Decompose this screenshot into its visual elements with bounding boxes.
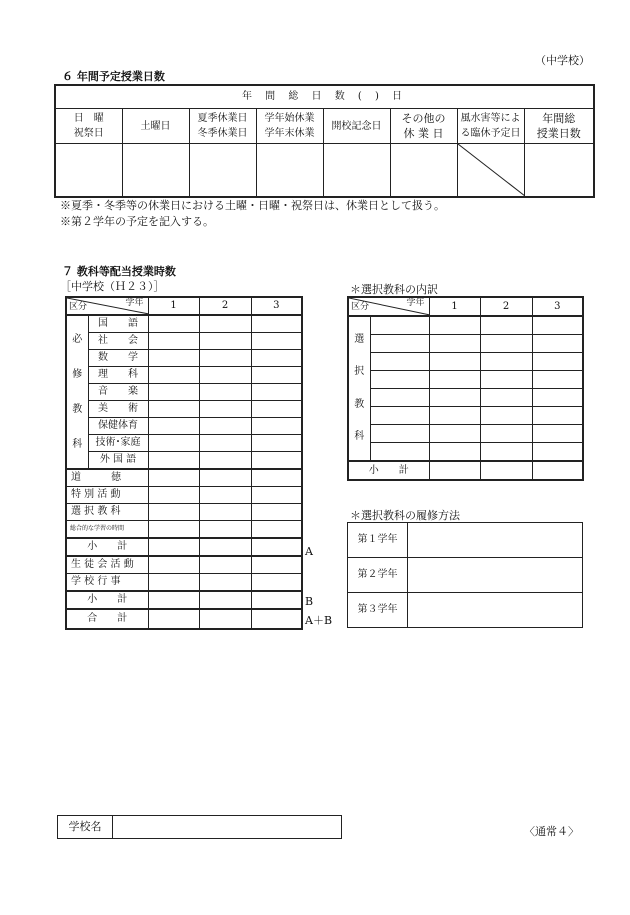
- cell[interactable]: [480, 335, 532, 353]
- cell[interactable]: [370, 425, 429, 443]
- cell[interactable]: [251, 333, 302, 350]
- col-saturday: 土曜日: [122, 109, 189, 144]
- footer-code: 〈通常４〉: [524, 825, 579, 838]
- subject-science: 理 科: [88, 367, 148, 384]
- cell[interactable]: [532, 389, 583, 407]
- input-summer-winter[interactable]: [189, 144, 256, 198]
- cell[interactable]: [199, 538, 251, 556]
- method-title: ＊選択教科の履修方法: [350, 509, 460, 522]
- col-founding-day: 開校記念日: [323, 109, 390, 144]
- cell[interactable]: [370, 371, 429, 389]
- cell[interactable]: [251, 504, 302, 521]
- input-sunday-holiday[interactable]: [55, 144, 122, 198]
- input-saturday[interactable]: [122, 144, 189, 198]
- cell[interactable]: [532, 443, 583, 462]
- cell[interactable]: [251, 556, 302, 574]
- marker-a: A: [305, 545, 313, 558]
- marker-a-plus-b: A＋B: [305, 614, 333, 627]
- cell[interactable]: [251, 384, 302, 401]
- cell[interactable]: [199, 609, 251, 629]
- cell[interactable]: [370, 389, 429, 407]
- cell[interactable]: [199, 452, 251, 470]
- cell[interactable]: [480, 371, 532, 389]
- cell[interactable]: [148, 609, 199, 629]
- cell[interactable]: [429, 371, 480, 389]
- corner-cell: [66, 297, 148, 315]
- cell[interactable]: [199, 418, 251, 435]
- row-elective: 選 択 教 科: [66, 504, 148, 521]
- cell[interactable]: [199, 591, 251, 609]
- row-total: 合 計: [66, 609, 148, 629]
- row-school-events: 学 校 行 事: [66, 574, 148, 592]
- school-name-label: 学校名: [58, 816, 113, 839]
- cell[interactable]: [251, 350, 302, 367]
- cell[interactable]: [370, 353, 429, 371]
- subject-tech-home: 技術･家庭: [88, 435, 148, 452]
- cell[interactable]: [199, 401, 251, 418]
- cell[interactable]: [429, 407, 480, 425]
- selective-breakdown-table: [347, 296, 584, 481]
- cell[interactable]: [251, 435, 302, 452]
- cell[interactable]: [199, 315, 251, 333]
- cell[interactable]: [148, 521, 199, 539]
- col-summer-winter: 夏季休業日 冬季休業日: [189, 109, 256, 144]
- cell[interactable]: [199, 574, 251, 592]
- selective-corner-cell: [348, 297, 429, 316]
- cell[interactable]: [429, 353, 480, 371]
- cell[interactable]: [480, 389, 532, 407]
- method-row-3-label: 第３学年: [348, 593, 408, 628]
- cell[interactable]: [251, 401, 302, 418]
- selective-grade-3: 3: [532, 297, 583, 316]
- cell[interactable]: [199, 469, 251, 487]
- cell[interactable]: [199, 350, 251, 367]
- cell[interactable]: [148, 504, 199, 521]
- cell[interactable]: [251, 452, 302, 470]
- cell[interactable]: [251, 469, 302, 487]
- cell[interactable]: [429, 461, 480, 480]
- marker-b: B: [305, 595, 314, 608]
- cell[interactable]: [148, 556, 199, 574]
- method-row-2-input[interactable]: [408, 558, 583, 593]
- row-subtotal-a: 小 計: [66, 538, 148, 556]
- cell[interactable]: [251, 609, 302, 629]
- cell[interactable]: [148, 333, 199, 350]
- cell[interactable]: [148, 435, 199, 452]
- cell[interactable]: [251, 487, 302, 504]
- cell[interactable]: [148, 418, 199, 435]
- cell[interactable]: [370, 316, 429, 335]
- cell[interactable]: [148, 574, 199, 592]
- section7-subtitle: ［中学校（Ｈ２３）］: [60, 280, 165, 293]
- cell[interactable]: [148, 315, 199, 333]
- subject-math: 数 学: [88, 350, 148, 367]
- grade-1-header: 1: [148, 297, 199, 315]
- cell[interactable]: [370, 335, 429, 353]
- cell[interactable]: [429, 316, 480, 335]
- cell[interactable]: [251, 315, 302, 333]
- cell[interactable]: [148, 591, 199, 609]
- diagonal-slash: [458, 144, 525, 196]
- cell[interactable]: [199, 556, 251, 574]
- cell[interactable]: [148, 384, 199, 401]
- note-1: ※夏季・冬季等の休業日における土曜・日曜・祝祭日は、休業日として扱う。: [60, 199, 445, 212]
- cell[interactable]: [148, 401, 199, 418]
- cell[interactable]: [199, 504, 251, 521]
- cell[interactable]: [480, 461, 532, 480]
- cell[interactable]: [480, 443, 532, 462]
- cell[interactable]: [532, 316, 583, 335]
- cell[interactable]: [370, 407, 429, 425]
- school-name-input[interactable]: [113, 816, 342, 839]
- row-moral: 道 徳: [66, 469, 148, 487]
- cell[interactable]: [251, 521, 302, 539]
- corner-left-label: 区分: [69, 302, 88, 312]
- cell[interactable]: [429, 389, 480, 407]
- cell[interactable]: [480, 353, 532, 371]
- method-row-3-input[interactable]: [408, 593, 583, 628]
- annual-total-days-header: 年 間 総 日 数 ( ) 日: [55, 85, 594, 109]
- row-subtotal-b: 小 計: [66, 591, 148, 609]
- method-table: [347, 522, 583, 628]
- cell[interactable]: [429, 443, 480, 462]
- row-integrated-study: 総合的な学習の時間: [66, 521, 148, 539]
- note-2: ※第２学年の予定を記入する。: [60, 215, 214, 228]
- col-storm-closure: 風水害等によ る臨休予定日: [457, 109, 524, 144]
- section6-title: ６ 年間予定授業日数: [62, 70, 165, 83]
- subject-social: 社 会: [88, 333, 148, 350]
- cell[interactable]: [251, 591, 302, 609]
- cell[interactable]: [199, 487, 251, 504]
- row-student-council: 生 徒 会 活 動: [66, 556, 148, 574]
- col-annual-total: 年間総 授業日数: [524, 109, 594, 144]
- subject-foreign-lang: 外 国 語: [88, 452, 148, 470]
- grade-2-header: 2: [199, 297, 251, 315]
- top-right-label: （中学校）: [535, 54, 590, 67]
- cell[interactable]: [251, 418, 302, 435]
- input-annual-total[interactable]: [524, 144, 594, 198]
- subject-japanese: 国 語: [88, 315, 148, 333]
- row-special-activities: 特 別 活 動: [66, 487, 148, 504]
- cell[interactable]: [532, 353, 583, 371]
- annual-days-table: [54, 84, 595, 198]
- corner-right-label: 学年: [125, 298, 144, 308]
- section7-title: ７ 教科等配当授業時数: [62, 265, 176, 278]
- cell[interactable]: [251, 574, 302, 592]
- cell[interactable]: [532, 407, 583, 425]
- input-founding-day[interactable]: [323, 144, 390, 198]
- cell[interactable]: [532, 371, 583, 389]
- cell[interactable]: [429, 425, 480, 443]
- cell[interactable]: [148, 367, 199, 384]
- cell[interactable]: [480, 425, 532, 443]
- cell[interactable]: [148, 538, 199, 556]
- cell[interactable]: [532, 461, 583, 480]
- input-storm-closure: [457, 144, 524, 198]
- cell[interactable]: [532, 425, 583, 443]
- cell[interactable]: [199, 521, 251, 539]
- method-row-1-input[interactable]: [408, 523, 583, 558]
- subject-pe: 保健体育: [88, 418, 148, 435]
- subject-art: 美 術: [88, 401, 148, 418]
- cell[interactable]: [429, 335, 480, 353]
- selective-title: ＊選択教科の内訳: [350, 283, 438, 296]
- col-other-holidays: その他の 休 業 日: [390, 109, 457, 144]
- input-other-holidays[interactable]: [390, 144, 457, 198]
- col-term-start-end: 学年始休業 学年末休業: [256, 109, 323, 144]
- cell[interactable]: [199, 384, 251, 401]
- cell[interactable]: [148, 452, 199, 470]
- cell[interactable]: [532, 335, 583, 353]
- cell[interactable]: [251, 538, 302, 556]
- method-row-1-label: 第１学年: [348, 523, 408, 558]
- cell[interactable]: [251, 367, 302, 384]
- cell[interactable]: [370, 443, 429, 462]
- cell[interactable]: [148, 350, 199, 367]
- cell[interactable]: [199, 367, 251, 384]
- class-hours-table: [65, 296, 303, 630]
- method-row-2-label: 第２学年: [348, 558, 408, 593]
- cell[interactable]: [148, 487, 199, 504]
- cell[interactable]: [480, 316, 532, 335]
- grade-3-header: 3: [251, 297, 302, 315]
- cell[interactable]: [199, 333, 251, 350]
- subject-music: 音 楽: [88, 384, 148, 401]
- selective-corner-left: 区分: [351, 302, 370, 312]
- col-sunday-holiday: 日 曜 祝祭日: [55, 109, 122, 144]
- input-term-start-end[interactable]: [256, 144, 323, 198]
- required-subjects-group: 必 修 教 科: [66, 315, 88, 469]
- selective-group: 選 択 教 科: [348, 316, 370, 461]
- cell[interactable]: [148, 469, 199, 487]
- school-name-table: [57, 815, 342, 839]
- selective-subtotal: 小 計: [348, 461, 429, 480]
- selective-grade-2: 2: [480, 297, 532, 316]
- selective-corner-right: 学年: [406, 298, 425, 308]
- cell[interactable]: [480, 407, 532, 425]
- cell[interactable]: [199, 435, 251, 452]
- selective-grade-1: 1: [429, 297, 480, 316]
